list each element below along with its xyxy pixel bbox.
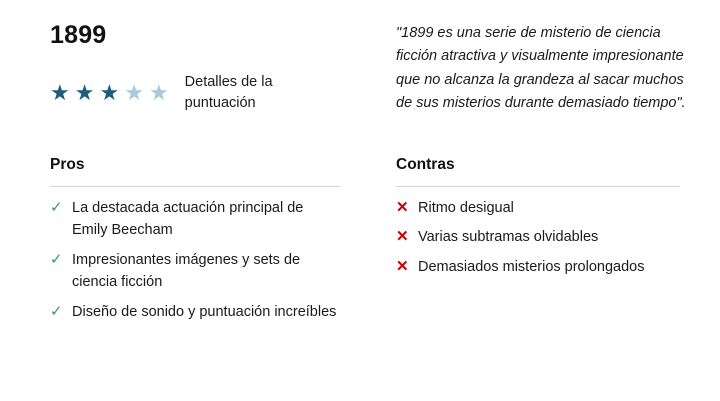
- pros-item-text: La destacada actuación principal de Emily Beecham: [72, 199, 304, 239]
- check-icon: ✓: [50, 198, 63, 216]
- review-header: [50, 22, 686, 116]
- list-item: [50, 197, 364, 242]
- cons-column: [390, 156, 686, 330]
- cross-icon: ✕: [396, 257, 409, 275]
- list-item: [396, 226, 686, 249]
- pros-list: [50, 197, 364, 323]
- star-icon-empty: ★: [124, 79, 144, 105]
- cons-divider: [396, 186, 680, 187]
- star-icon-empty: ★: [148, 79, 169, 105]
- page-title: 1899: [50, 21, 107, 49]
- check-icon: ✓: [50, 250, 63, 268]
- cons-list: [396, 197, 686, 279]
- rating-row: [50, 72, 370, 114]
- cons-item-text: Varias subtramas olvidables: [418, 229, 599, 246]
- list-item: [396, 197, 686, 220]
- pros-cons-section: [50, 156, 686, 330]
- pros-item-text: Impresionantes imágenes y sets de ciencia ficción: [72, 251, 301, 291]
- list-item: [50, 301, 364, 324]
- pros-column: [50, 156, 390, 330]
- star-icon: ★: [50, 79, 70, 105]
- pros-divider: [50, 186, 340, 187]
- pros-heading: Pros: [50, 155, 85, 173]
- pros-item-text: Diseño de sonido y puntuación increíbles: [72, 303, 337, 320]
- cons-item-text: Demasiados misterios prolongados: [418, 258, 645, 275]
- cons-item-text: Ritmo desigual: [418, 199, 514, 216]
- review-quote: "1899 es una serie de misterio de ciencia ficción atractiva y visualmente impresionante que no alcanza la grandeza al sacar muchos de sus misterios durante demasiado tiempo".: [396, 25, 686, 112]
- rating-details-label: Detalles de la puntuación: [184, 73, 273, 111]
- title-and-rating: [50, 22, 390, 114]
- star-icon: ★: [74, 79, 95, 105]
- cross-icon: ✕: [396, 198, 409, 216]
- cons-heading: Contras: [396, 155, 455, 173]
- quote-column: [390, 22, 686, 116]
- check-icon: ✓: [50, 302, 63, 320]
- star-rating: [50, 79, 169, 105]
- cross-icon: ✕: [396, 228, 409, 246]
- list-item: [50, 249, 364, 294]
- star-icon: ★: [99, 79, 120, 105]
- list-item: [396, 256, 686, 279]
